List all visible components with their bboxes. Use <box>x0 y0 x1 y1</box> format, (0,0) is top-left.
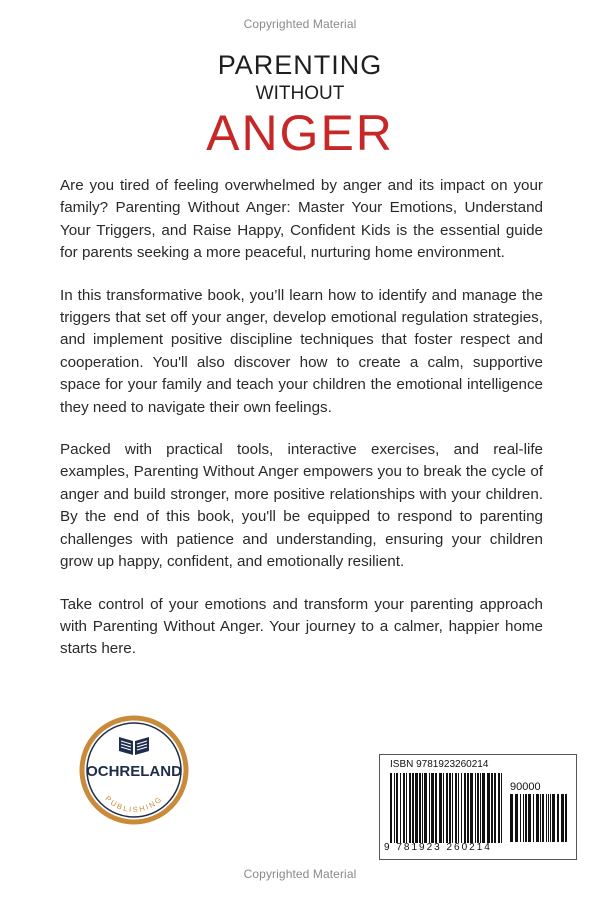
barcode-bar <box>396 773 398 843</box>
barcode-bar <box>501 773 502 843</box>
barcode-bar <box>431 773 434 843</box>
barcode-bar <box>475 773 476 843</box>
barcode-bar <box>561 794 564 842</box>
barcode-bar <box>409 773 411 843</box>
barcode-bar <box>461 773 462 843</box>
barcode-bar <box>480 773 481 843</box>
price-code: 90000 <box>510 781 541 793</box>
barcode-bar <box>557 794 559 842</box>
copyright-watermark-bottom: Copyrighted Material <box>243 867 357 881</box>
barcode-bar <box>482 773 485 843</box>
barcode-bar <box>546 794 547 842</box>
barcode-bar <box>552 794 555 842</box>
publisher-subtitle: PUBLISHING <box>103 793 165 815</box>
barcode-bar <box>429 773 430 843</box>
barcode-bar <box>400 773 401 843</box>
barcode-bar <box>540 794 541 842</box>
title-line-parenting: PARENTING <box>217 50 383 80</box>
barcode-bar <box>415 773 418 843</box>
barcode-bar <box>412 773 414 843</box>
barcode-bar <box>487 773 490 843</box>
barcode-bar <box>520 794 521 842</box>
description-paragraph-1: Are you tired of feeling overwhelmed by anger and its impact on your family? Parenting Without Anger: Master Your Emotions, Understand Your Triggers, and Raise Happy, Confident Kids is the essential guide for parents seeking a more peaceful, nurturing home environment. <box>60 177 543 262</box>
ean-digits: 9 781923 260214 <box>384 842 492 853</box>
barcode-bar <box>548 794 549 842</box>
barcode-bar <box>565 794 567 842</box>
addon-barcode-bars <box>510 794 568 842</box>
barcode-bar <box>510 794 513 842</box>
publisher-logo <box>79 715 189 825</box>
barcode-bar <box>439 773 442 843</box>
title-line-without: WITHOUT <box>255 83 345 104</box>
barcode-bar <box>422 773 423 843</box>
description-paragraph-3: Packed with practical tools, interactive exercises, and real-life examples, Parenting Without Anger empowers you to break the cycle of anger and build stronger, more positive relationships with your children. By the end of this book, you'll be equipped to respond to parenting challenges with patience and understanding, ensuring your children grow up happy, confident, and emotionally resilient. <box>60 441 543 571</box>
barcode-bar <box>523 794 524 842</box>
barcode-bar <box>403 773 405 843</box>
barcode-bar <box>458 773 459 843</box>
barcode-bar <box>491 773 493 843</box>
barcode-bar <box>550 794 551 842</box>
barcode-bar <box>470 773 473 843</box>
barcode-bar <box>394 773 395 843</box>
copyright-watermark-top: Copyrighted Material <box>243 17 357 31</box>
barcode-bar <box>419 773 421 843</box>
isbn-label: ISBN 9781923260214 <box>390 759 489 770</box>
ean-barcode-bars <box>390 773 502 843</box>
barcode-bar <box>528 794 531 842</box>
barcode-bar <box>449 773 451 843</box>
barcode-bar <box>424 773 427 843</box>
description-paragraph-2: In this transformative book, you’ll learn how to identify and manage the triggers that set off your anger, develop emotional regulation strategies, and implement positive discipline techniques that foster respect and cooperation. You'll also discover how to create a calm, supportive space for your family and teach your children the emotional intelligence they need to navigate their own feelings. <box>60 286 543 416</box>
title-line-anger: ANGER <box>206 105 394 161</box>
barcode-bar <box>477 773 479 843</box>
publisher-name: OCHRELAND <box>86 763 182 780</box>
barcode-bar <box>446 773 448 843</box>
barcode-bar <box>467 773 469 843</box>
barcode-bar <box>542 794 544 842</box>
barcode-bar <box>443 773 444 843</box>
barcode-bar <box>494 773 496 843</box>
barcode-bar <box>533 794 534 842</box>
barcode-bar <box>390 773 392 843</box>
barcode-bar <box>464 773 466 843</box>
barcode-bar <box>452 773 453 843</box>
barcode-bar <box>515 794 518 842</box>
isbn-barcode <box>379 754 577 860</box>
barcode-bar <box>498 773 500 843</box>
barcode-bar <box>435 773 437 843</box>
barcode-bar <box>525 794 527 842</box>
back-cover-description <box>60 175 543 681</box>
barcode-bar <box>536 794 539 842</box>
book-title <box>0 50 600 159</box>
barcode-bar <box>455 773 457 843</box>
description-paragraph-4: Take control of your emotions and transform your parenting approach with Parenting Without Anger. Your journey to a calmer, happier home starts here. <box>60 595 543 658</box>
barcode-bar <box>406 773 407 843</box>
